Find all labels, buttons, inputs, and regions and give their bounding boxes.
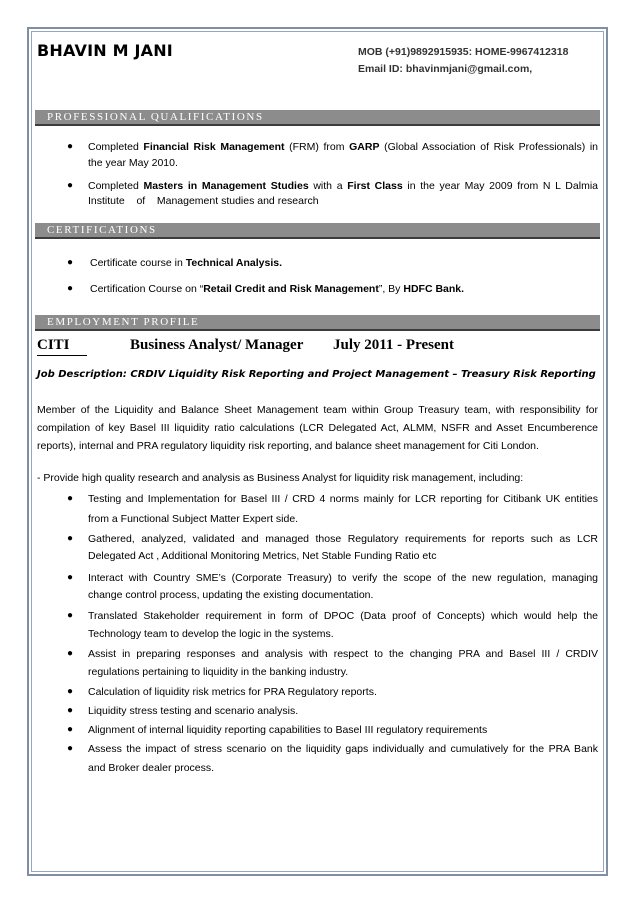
bullet-icon: ● — [67, 257, 74, 268]
summary-line: Member of the Liquidity and Balance Sheet Management team within Group Treasury team, with responsibility for — [37, 404, 598, 416]
bullet-icon: ● — [67, 743, 74, 754]
bullet-icon: ● — [67, 686, 74, 697]
qualification-line: the year May 2010. — [88, 157, 178, 169]
section-title: CERTIFICATIONS — [47, 224, 157, 236]
bullet-icon: ● — [67, 705, 74, 716]
duty-line: Gathered, analyzed, validated and managed those Regulatory requirements for reports such as LCR — [88, 533, 598, 545]
bullet-icon: ● — [67, 180, 74, 191]
duty-line: Assist in preparing responses and analysis with respect to the changing PRA and Basel III / CRDIV — [88, 648, 598, 660]
job-period: July 2011 - Present — [333, 337, 454, 353]
duty-line: Delegated Act , Additional Monitoring Metrics, Net Stable Funding Ratio etc — [88, 550, 437, 562]
bullet-icon: ● — [67, 648, 74, 659]
duty-line: and Broker dealer process. — [88, 762, 215, 774]
job-description: Job Description: CRDIV Liquidity Risk Reporting and Project Management – Treasury Risk Reporting — [37, 369, 596, 380]
company-name: CITI — [37, 337, 87, 356]
duty-line: from a Functional Subject Matter Expert side. — [88, 513, 299, 525]
duty-line: Calculation of liquidity risk metrics for PRA Regulatory reports. — [88, 686, 377, 698]
bullet-icon: ● — [67, 610, 74, 621]
duty-line: Technology team to develop the logic in the systems. — [88, 628, 334, 640]
section-title: PROFESSIONAL QUALIFICATIONS — [47, 111, 264, 123]
qualification-line: Institute of Management studies and research — [88, 195, 319, 207]
duty-line: Testing and Implementation for Basel III / CRD 4 norms mainly for LCR reporting for Citibank UK entities — [88, 493, 598, 505]
duty-line: Interact with Country SME’s (Corporate Treasury) to verify the scope of the new regulation, managing — [88, 572, 598, 584]
duty-line: Alignment of internal liquidity reporting capabilities to Basel III regulatory requirements — [88, 724, 488, 736]
qualification-line: Completed Financial Risk Management (FRM) from GARP (Global Association of Risk Professionals) in — [88, 141, 598, 153]
section-title: EMPLOYMENT PROFILE — [47, 316, 200, 328]
email-line: Email ID: bhavinmjani@gmail.com, — [358, 63, 533, 75]
duty-line: Liquidity stress testing and scenario analysis. — [88, 705, 299, 717]
bullet-icon: ● — [67, 141, 74, 152]
candidate-name: BHAVIN M JANI — [37, 41, 173, 60]
duty-line: Assess the impact of stress scenario on the liquidity gaps individually and cumulatively for the PRA Bank — [88, 743, 598, 755]
responsibilities-intro: - Provide high quality research and analysis as Business Analyst for liquidity risk management, including: — [37, 472, 524, 484]
job-title: Business Analyst/ Manager — [130, 337, 304, 353]
certification-item: Certification Course on “Retail Credit and Risk Management”, By HDFC Bank. — [90, 283, 465, 295]
section-header-qualifications — [35, 110, 600, 126]
section-header-employment — [35, 315, 600, 331]
duty-line: Translated Stakeholder requirement in form of DPOC (Data proof of Concepts) which would help the — [88, 610, 598, 622]
bullet-icon: ● — [67, 724, 74, 735]
certification-item: Certificate course in Technical Analysis. — [90, 257, 283, 269]
bullet-icon: ● — [67, 572, 74, 583]
section-header-certifications — [35, 223, 600, 239]
duty-line: regulations pertaining to liquidity in the banking industry. — [88, 666, 349, 678]
summary-line: reports), internal and PRA regulatory liquidity risk reporting, and balance sheet management for Citi London. — [37, 440, 539, 452]
duty-line: change control process, updating the existing documentation. — [88, 589, 374, 601]
phone-line: MOB (+91)9892915935: HOME-9967412318 — [358, 46, 569, 58]
bullet-icon: ● — [67, 533, 74, 544]
bullet-icon: ● — [67, 283, 74, 294]
summary-line: compilation of key Basel III liquidity ratio calculations (LCR Delegated Act, ALMM, NSFR and Asset Encumberence — [37, 422, 598, 434]
qualification-line: Completed Masters in Management Studies with a First Class in the year May 2009 from N L Dalmia — [88, 180, 598, 192]
bullet-icon: ● — [67, 493, 74, 504]
